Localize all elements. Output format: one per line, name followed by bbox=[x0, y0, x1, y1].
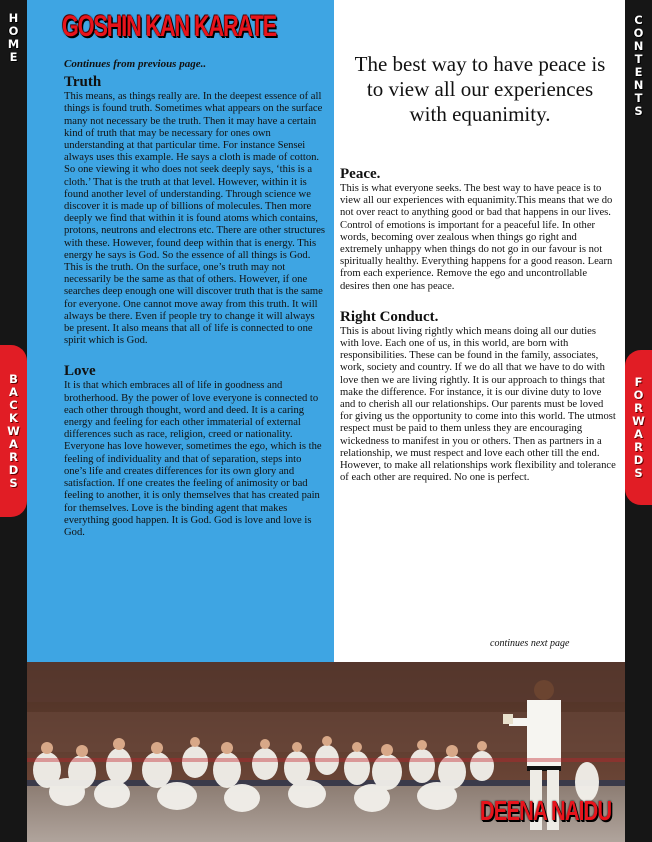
forwards-link[interactable] bbox=[625, 350, 652, 505]
nav-letter: H bbox=[8, 11, 19, 25]
nav-letter: O bbox=[633, 387, 644, 402]
section-body: This is what everyone seeks. The best way to have peace is to view all our experiences with equanimity.This means that we do not over react to anything good or bad that happens in our lives. Control of emotions is important for a peaceful life. In other words, becoming over zealous when things go right and extremely unhappy when things do not go in our favour is not spiritually healthy. Everything happens for a good reason. Learn from each experience. Remove the ego and uncontrollable desires then one has peace. bbox=[340, 183, 613, 292]
nav-letter: D bbox=[8, 462, 19, 477]
home-link[interactable] bbox=[0, 2, 27, 74]
nav-letter: E bbox=[634, 65, 643, 79]
home-label bbox=[8, 12, 19, 64]
nav-letter: C bbox=[9, 397, 18, 412]
photo-caption: DEENA NAIDU bbox=[480, 795, 612, 826]
nav-letter: W bbox=[7, 423, 20, 438]
nav-letter: E bbox=[9, 50, 18, 64]
nav-letter: T bbox=[634, 52, 643, 66]
nav-letter: R bbox=[634, 400, 643, 415]
nav-letter: K bbox=[9, 410, 18, 425]
nav-letter: A bbox=[9, 436, 18, 451]
section-heading: Peace. bbox=[340, 166, 381, 182]
nav-letter: R bbox=[9, 449, 18, 464]
nav-letter: S bbox=[9, 475, 18, 490]
forwards-label bbox=[632, 376, 645, 480]
nav-letter: N bbox=[633, 78, 644, 92]
nav-letter: A bbox=[9, 384, 18, 399]
nav-letter: S bbox=[634, 104, 643, 118]
nav-letter: W bbox=[632, 413, 645, 428]
section-body: This is about living rightly which means doing all our duties with love. Each one of us, in this world, are born with responsibilities. These can be found in the family, associates, work, society and country. If we do all that we have to do with love then we are living rightly. It is our approach to things that make the difference. For instance, it is our divine duty to love and to cherish all our relationships. Our parents must be loved for giving us the opportunity to come into this world. The utmost respect must be paid to them unless they are encouraging wickedness to manifest in you or others. Then as partners in a relationship, we must respect and love each other till the end. However, to make all relationships work flexibility and tolerance of each other are required. No one is perfect. bbox=[340, 325, 616, 484]
nav-letter: O bbox=[8, 24, 19, 38]
nav-letter: D bbox=[633, 452, 644, 467]
contents-link[interactable] bbox=[625, 0, 652, 132]
section-heading: Right Conduct. bbox=[340, 308, 439, 325]
backwards-link[interactable] bbox=[0, 345, 27, 517]
left-column bbox=[64, 58, 326, 539]
section-body: It is that which embraces all of life in goodness and brotherhood. By the power of love everyone is connected to each other through thought, word and deed. It is a caring energy and feeling for each other immaterial of external differences such as race, religion, creed or nationality. Everyone has love however, sometimes the ego, which is the feeling of individuality and that of separation, steps into one’s life and creates differences for its own glory and satisfaction. If one creates the feeling of animosity or bad feeling to another, it is only themselves that has created pain for themselves. Love is the binding agent that makes everything good happen. It is God. God is love and love is God. bbox=[64, 380, 322, 538]
right-column bbox=[340, 166, 616, 484]
nav-letter: N bbox=[633, 39, 644, 53]
contents-label bbox=[634, 14, 644, 118]
nav-letter: T bbox=[634, 91, 643, 105]
nav-letter: O bbox=[633, 26, 644, 40]
section-heading: Truth bbox=[64, 74, 102, 91]
nav-letter: A bbox=[634, 426, 643, 441]
continues-next-note: continues next page bbox=[490, 638, 570, 649]
nav-letter: F bbox=[634, 374, 643, 389]
nav-letter: M bbox=[7, 37, 20, 51]
backwards-label bbox=[7, 373, 20, 490]
nav-letter: B bbox=[9, 371, 18, 386]
continues-note: Continues from previous page.. bbox=[64, 58, 207, 70]
page-title: GOSHIN KAN KARATE bbox=[62, 10, 277, 43]
nav-letter: R bbox=[634, 439, 643, 454]
section-heading: Love bbox=[64, 363, 96, 380]
nav-letter: C bbox=[634, 13, 643, 27]
section-body: This means, as things really are. In the deepest essence of all things is found truth. Sometimes what appears on the surface many not necessary be the truth. Then it may have a certain kind of truth that may be necessary for ones own understanding at that particular time. For instance Sensei always uses this example. He says a cloth is made of cotton. So one viewing it who does not seek deeply says, ‘this is a cloth.’ That is the truth at that level. However, within it is found another level of understanding. Through science we discover it is made up of billions of molecules. Then more deeply we find that within it is found atoms which contains, protons, neutrons and electrons etc. There are other structures with these. However, found deep within that is energy. This energy he says is God. So the essence of all things is God. This is the truth. On the surface, one’s truth may not necessarily be the same as that of others. However, if one searches deep enough one will discover truth that is the same for everyone. One cannot move away from this truth. It will always be there. Even if people try to change it will always be present. It also means that all of life is connected to one spirit which is God. bbox=[64, 91, 326, 347]
nav-letter: S bbox=[634, 465, 643, 480]
pull-quote: The best way to have peace is to view all our experiences with equanimity. bbox=[354, 52, 606, 126]
